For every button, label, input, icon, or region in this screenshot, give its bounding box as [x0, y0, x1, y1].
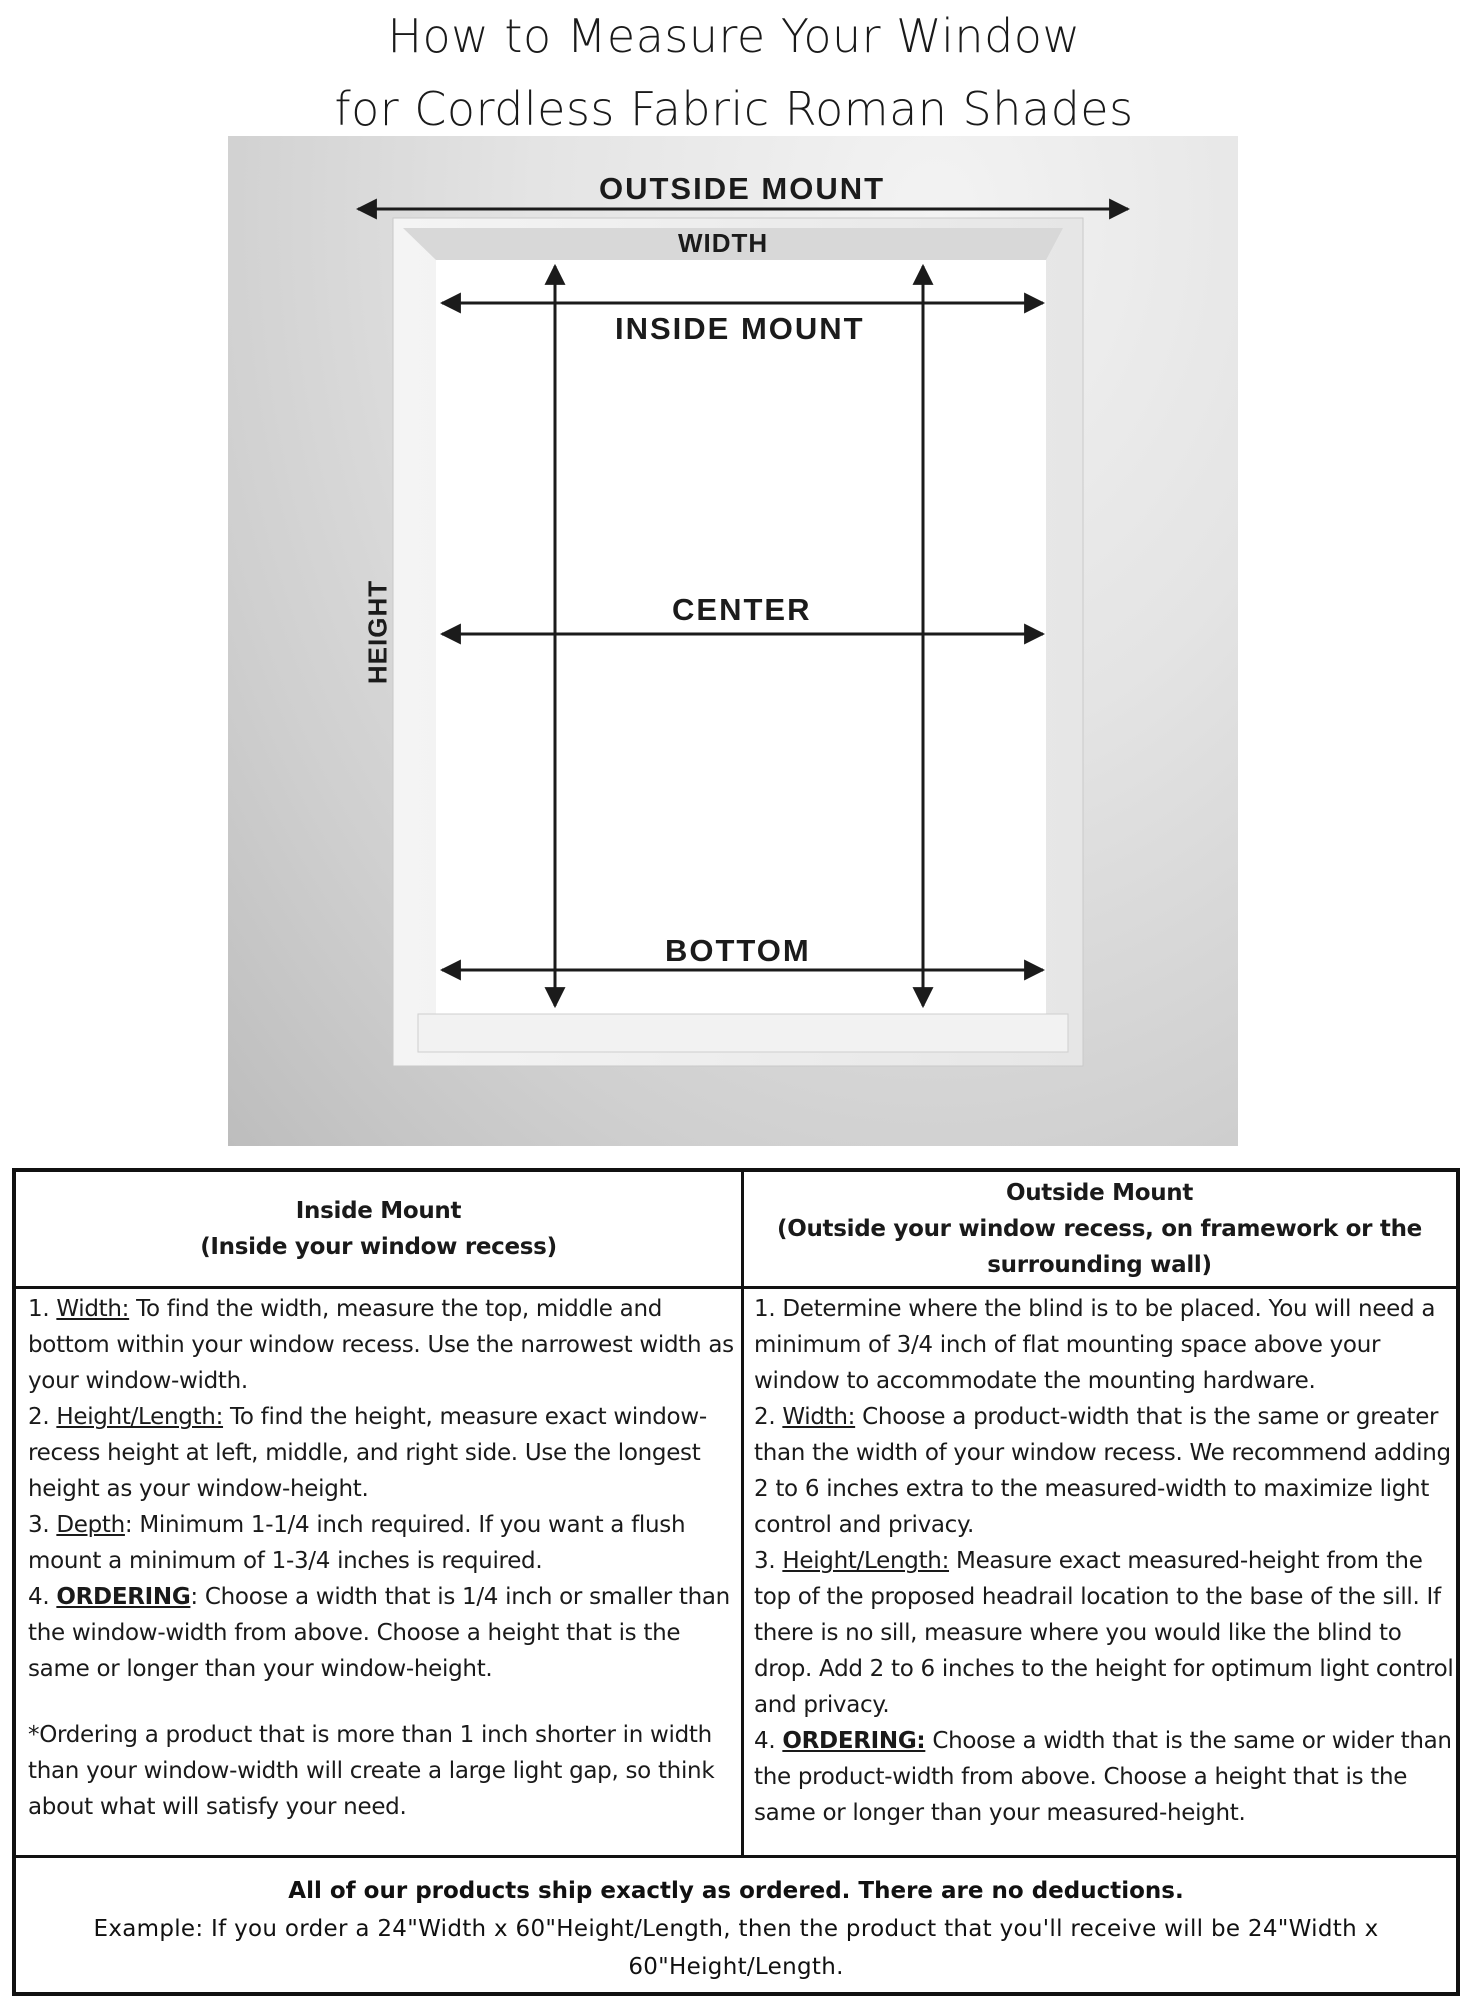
inside-mount-instructions: [28, 1289, 736, 1825]
inside-mount-header: [16, 1172, 741, 1286]
inside-step-width: 1. Width: To find the width, measure the top, middle and bottom within your window recess. Use the narrowest width as your window-width.: [28, 1296, 734, 1394]
shipping-note: [16, 1858, 1456, 1992]
window-glass: [436, 260, 1046, 1032]
measurement-instructions-table: [12, 1168, 1460, 1996]
window-diagram: [228, 136, 1238, 1146]
inside-mount-title: Inside Mount: [295, 1198, 462, 1224]
page-title: [0, 0, 1468, 146]
step-label: ORDERING:: [782, 1728, 926, 1754]
width-label: WIDTH: [678, 228, 769, 258]
inside-mount-subtitle: (Inside your window recess): [200, 1234, 557, 1260]
outside-step-ordering: 4. ORDERING: Choose a width that is the same or wider than the product-width from above. Choose a height that is the same or longer than your measured-height.: [754, 1728, 1452, 1826]
step-text: : Minimum 1-1/4 inch required. If you want a flush mount a minimum of 1-3/4 inches is required.: [28, 1512, 686, 1574]
step-label: ORDERING: [56, 1584, 191, 1610]
bottom-label: BOTTOM: [665, 933, 811, 968]
spacer: [28, 1687, 736, 1717]
step-text: Measure exact measured-height from the top of the proposed headrail location to the base of the sill. If there is no sill, measure where you would like the blind to drop. Add 2 to 6 inches to the height for optimum light control and privacy.: [754, 1548, 1454, 1718]
window-sill: [418, 1014, 1068, 1052]
inside-step-ordering: 4. ORDERING: Choose a width that is 1/4 inch or smaller than the window-width from above. Choose a height that is the same or longer than your window-height.: [28, 1584, 730, 1682]
step-label: Height/Length:: [782, 1548, 950, 1574]
title-line-2: for Cordless Fabric Roman Shades: [334, 82, 1134, 136]
inside-mount-label: INSIDE MOUNT: [615, 311, 865, 346]
step-text: Determine where the blind is to be placed. You will need a minimum of 3/4 inch of flat mounting space above your window to accommodate the mounting hardware.: [754, 1296, 1436, 1394]
step-label: Width:: [782, 1404, 856, 1430]
outside-step-width: 2. Width: Choose a product-width that is the same or greater than the width of your window recess. We recommend adding 2 to 6 inches extra to the measured-width to maximize light control and privacy.: [754, 1404, 1451, 1538]
step-text: To find the width, measure the top, middle and bottom within your window recess. Use the narrowest width as your window-width.: [28, 1296, 734, 1394]
title-line-1: How to Measure Your Window: [387, 9, 1081, 63]
inside-step-height: 2. Height/Length: To find the height, measure exact window-recess height at left, middle, and right side. Use the longest height as your window-height.: [28, 1404, 707, 1502]
outside-mount-label: OUTSIDE MOUNT: [599, 171, 886, 206]
outside-mount-instructions: [754, 1289, 1454, 1831]
inside-note: *Ordering a product that is more than 1 inch shorter in width than your window-width will create a large light gap, so think about what will satisfy your need.: [28, 1722, 715, 1820]
step-text: Choose a product-width that is the same or greater than the width of your window recess. We recommend adding 2 to 6 inches extra to the measured-width to maximize light control and privacy.: [754, 1404, 1451, 1538]
example-text: Example: If you order a 24"Width x 60"Height/Length, then the product that you'll receive will be 24"Width x 60"Height/Length.: [93, 1916, 1379, 1980]
outside-mount-subtitle: (Outside your window recess, on framework or the surrounding wall): [777, 1216, 1422, 1278]
step-label: Width:: [56, 1296, 130, 1322]
step-text: : Choose a width that is 1/4 inch or smaller than the window-width from above. Choose a height that is the same or longer than your window-height.: [28, 1584, 730, 1682]
center-label: CENTER: [672, 592, 812, 627]
column-divider: [741, 1172, 744, 1855]
outside-step-placement: 1. Determine where the blind is to be placed. You will need a minimum of 3/4 inch of flat mounting space above your window to accommodate the mounting hardware.: [754, 1296, 1436, 1394]
step-text: To find the height, measure exact window-recess height at left, middle, and right side. Use the longest height as your window-height.: [28, 1404, 707, 1502]
step-text: Choose a width that is the same or wider than the product-width from above. Choose a height that is the same or longer than your measured-height.: [754, 1728, 1452, 1826]
outside-mount-title: Outside Mount: [1005, 1180, 1194, 1206]
step-label: Height/Length:: [56, 1404, 224, 1430]
no-deductions-notice: All of our products ship exactly as ordered. There are no deductions.: [288, 1878, 1184, 1904]
inside-step-depth: 3. Depth: Minimum 1-1/4 inch required. If you want a flush mount a minimum of 1-3/4 inches is required.: [28, 1512, 686, 1574]
outside-step-height: 3. Height/Length: Measure exact measured-height from the top of the proposed headrail location to the base of the sill. If there is no sill, measure where you would like the blind to drop. Add 2 to 6 inches to the height for optimum light control and privacy.: [754, 1548, 1454, 1718]
step-label: Depth: [56, 1512, 125, 1538]
height-label: HEIGHT: [362, 579, 393, 685]
outside-mount-header: [743, 1172, 1456, 1286]
